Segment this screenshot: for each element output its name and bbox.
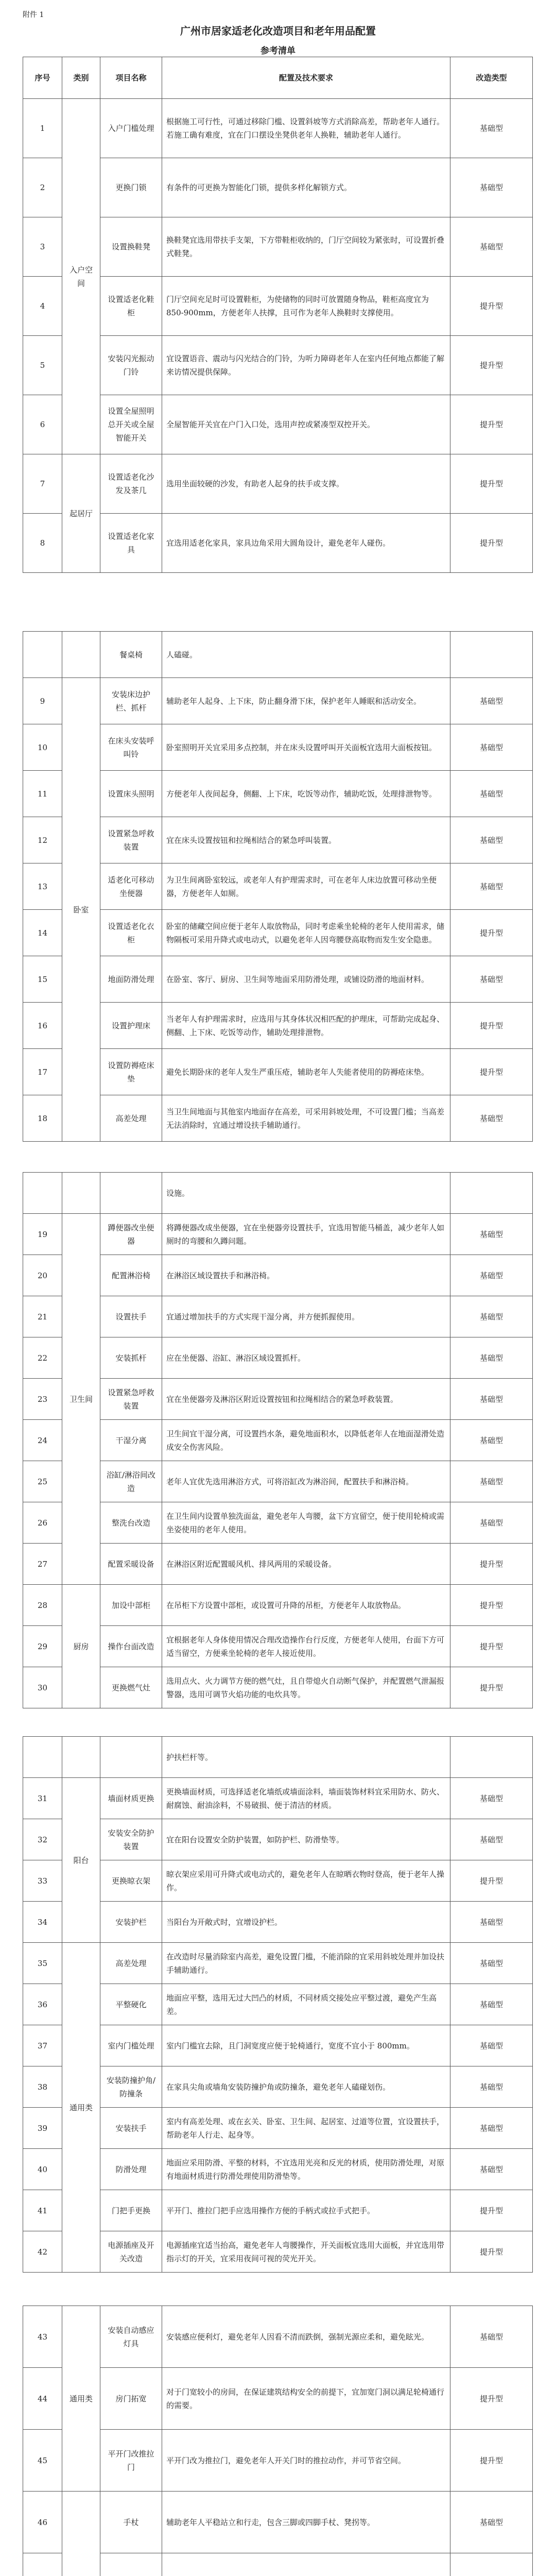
item-spec: 选用坐面较硬的沙发，有助老人起身的扶手或支撑。	[162, 454, 450, 514]
category-cell: 阳台	[62, 1778, 100, 1943]
item-spec: 有条件的可更换为智能化门锁，提供多样化解锁方式。	[162, 158, 450, 217]
item-spec: 室内有高差处理、或在玄关、卧室、卫生间、起居室、过道等位置，宜设置扶手，帮助老年人行走、起身等。	[162, 2108, 450, 2149]
item-spec: 卧室照明开关宜采用多点控制，并在床头设置呼叫开关面板宜选用大面板按钮。	[162, 724, 450, 771]
table-row	[23, 1214, 533, 1255]
item-type: 基础型	[450, 1379, 533, 1420]
item-name: 安装自动感应灯具	[100, 2306, 162, 2368]
item-type: 基础型	[450, 1337, 533, 1379]
row-number: 8	[23, 514, 62, 573]
item-name: 墙面材质更换	[100, 1778, 162, 1819]
item-type: 提升型	[450, 2430, 533, 2492]
item-name: 更换晾衣架	[100, 1860, 162, 1902]
item-name: 平开门改推拉门	[100, 2430, 162, 2492]
item-name: 加设中部柜	[100, 1585, 162, 1626]
row-number: 39	[23, 2108, 62, 2149]
item-type: 基础型	[450, 2108, 533, 2149]
item-name: 设置适老化家具	[100, 514, 162, 573]
checklist-table	[23, 2306, 533, 2576]
item-type: 提升型	[450, 336, 533, 395]
item-type: 基础型	[450, 1461, 533, 1502]
item-name: 门把手更换	[100, 2190, 162, 2231]
item-type: 基础型	[450, 217, 533, 277]
item-name: 安装抓杆	[100, 1337, 162, 1379]
item-type: 提升型	[450, 395, 533, 454]
row-number: 25	[23, 1461, 62, 1502]
row-number: 14	[23, 910, 62, 956]
item-name: 配置采暖设备	[100, 1544, 162, 1585]
item-type	[450, 1737, 533, 1778]
row-number: 30	[23, 1667, 62, 1708]
item-spec: 宜通过增加扶手的方式实现干湿分离，并方便抓握使用。	[162, 1296, 450, 1337]
document-subtitle: 参考清单	[260, 46, 296, 56]
item-spec: 宜在坐便器旁及淋浴区附近设置按钮和拉绳相结合的紧急呼救装置。	[162, 1379, 450, 1420]
row-number: 21	[23, 1296, 62, 1337]
item-spec: 在改造时尽量消除室内高差，避免设置门槛，不能消除的宜采用斜坡处理并加设扶手辅助通行。	[162, 1943, 450, 1984]
item-name: 更换门锁	[100, 158, 162, 217]
table-row	[23, 1943, 533, 1984]
row-number: 38	[23, 2066, 62, 2108]
column-header: 改造类型	[450, 57, 533, 99]
item-type	[450, 2553, 533, 2576]
item-type: 基础型	[450, 1095, 533, 1142]
item-type: 基础型	[450, 2066, 533, 2108]
attachment-label: 附件 1	[23, 11, 44, 19]
item-type: 基础型	[450, 2306, 533, 2368]
table-header-row	[23, 57, 533, 99]
item-name: 安装护栏	[100, 1902, 162, 1943]
item-type: 基础型	[450, 1255, 533, 1296]
item-type: 基础型	[450, 1214, 533, 1255]
item-type: 提升型	[450, 1667, 533, 1708]
item-name: 蹲便器改坐便器	[100, 1214, 162, 1255]
row-number: 20	[23, 1255, 62, 1296]
item-spec: 宜根据老年人身体使用情况合理改造操作台行反度，方便老年人使用，台面下方可适当留空，方便乘坐轮椅的老年人接近使用。	[162, 1626, 450, 1667]
item-spec: 全屋智能开关宜在户门入口处，选用声控或紧凑型双控开关。	[162, 395, 450, 454]
document-title: 广州市居家适老化改造项目和老年用品配置	[180, 25, 376, 37]
item-spec: 平开门、推拉门把手应选用操作方便的手柄式或拉手式把手。	[162, 2190, 450, 2231]
row-number: 46	[23, 2492, 62, 2553]
checklist-table	[23, 57, 533, 573]
item-spec: 卧室的储藏空间应便于老年人取放物品，同时考虑乘坐轮椅的老年人使用需求，储物隔板可采用升降式或电动式，以避免老年人因弯腰登高取物而发生安全隐患。	[162, 910, 450, 956]
item-name: 设置紧急呼救装置	[100, 1379, 162, 1420]
table-row	[23, 1585, 533, 1626]
category-cell	[62, 2492, 100, 2576]
item-name: 整洗台改造	[100, 1502, 162, 1544]
column-header: 配置及技术要求	[162, 57, 450, 99]
item-name: 设置适老化衣柜	[100, 910, 162, 956]
item-type: 基础型	[450, 1819, 533, 1860]
row-number: 18	[23, 1095, 62, 1142]
item-spec: 更换墙面材质，可选择适老化墙纸或墙面涂料，墙面装饰材料宜采用防水、防火、耐腐蚀、耐油涂料，不易破损、便于清洁的材质。	[162, 1778, 450, 1819]
item-type: 基础型	[450, 1296, 533, 1337]
item-name	[100, 1737, 162, 1778]
item-type: 基础型	[450, 817, 533, 863]
item-spec: 方便老年人夜间起身，侧翻、上下床，吃饭等动作，辅助吃饭，处理排泄物等。	[162, 771, 450, 817]
category-cell	[62, 1737, 100, 1778]
category-cell: 卫生间	[62, 1214, 100, 1585]
item-type: 提升型	[450, 277, 533, 336]
item-name: 设置适老化鞋柜	[100, 277, 162, 336]
row-number: 26	[23, 1502, 62, 1544]
item-name: 高差处理	[100, 1095, 162, 1142]
item-type: 提升型	[450, 1626, 533, 1667]
item-type: 基础型	[450, 863, 533, 910]
item-spec: 门厅空间充足时可设置鞋柜，为使储物的同时可放置随身物品，鞋柜高度宜为 850-900mm，方便老年人扶撑，且可作为老年人换鞋时支撑使用。	[162, 277, 450, 336]
item-name: 安装防撞护角/防撞条	[100, 2066, 162, 2108]
category-cell: 入户空间	[62, 99, 100, 454]
item-name	[100, 1173, 162, 1214]
row-number: 29	[23, 1626, 62, 1667]
row-number: 44	[23, 2368, 62, 2430]
item-type: 基础型	[450, 2492, 533, 2553]
item-spec: 室内门槛宜去除，且门洞宽度应便于轮椅通行，宽度不宜小于 800mm。	[162, 2025, 450, 2066]
item-type: 基础型	[450, 99, 533, 158]
row-number: 4	[23, 277, 62, 336]
row-number: 33	[23, 1860, 62, 1902]
category-cell: 通用类	[62, 1943, 100, 2273]
category-cell	[62, 632, 100, 678]
item-spec: 护扶栏杆等。	[162, 1737, 450, 1778]
item-name: 地面防滑处理	[100, 956, 162, 1003]
row-number: 42	[23, 2231, 62, 2273]
item-name: 设置扶手	[100, 1296, 162, 1337]
checklist-table	[23, 631, 533, 1142]
item-spec: 为卫生间离卧室较远，或老年人有护理需求时，可在老年人床边放置可移动坐便器，方便老年人如厕。	[162, 863, 450, 910]
row-number: 11	[23, 771, 62, 817]
item-type: 基础型	[450, 724, 533, 771]
item-type: 提升型	[450, 2231, 533, 2273]
item-name: 电源插座及开关改造	[100, 2231, 162, 2273]
item-name: 设置换鞋凳	[100, 217, 162, 277]
table-row	[23, 454, 533, 514]
item-spec: 宜在床头设置按钮和拉绳相结合的紧急呼叫装置。	[162, 817, 450, 863]
category-cell: 厨房	[62, 1585, 100, 1708]
item-type: 提升型	[450, 514, 533, 573]
item-spec: 宜设置语音、震动与闪光结合的门铃，为听力障碍老年人在室内任何地点都能了解来访情况提供保障。	[162, 336, 450, 395]
table-row	[23, 2492, 533, 2553]
item-name: 操作台面改造	[100, 1626, 162, 1667]
item-name: 室内门槛处理	[100, 2025, 162, 2066]
row-number: 3	[23, 217, 62, 277]
item-type: 提升型	[450, 1860, 533, 1902]
category-cell: 卧室	[62, 678, 100, 1142]
row-number: 31	[23, 1778, 62, 1819]
item-spec: 当老年人有护理需求时，应选用与其身体状况相匹配的护理床，可帮助完成起身、侧翻、上下床、吃饭等动作，辅助处理排泄物。	[162, 1003, 450, 1049]
item-spec: 平开门改为推拉门，避免老年人开关门时的推拉动作，并可节省空间。	[162, 2430, 450, 2492]
item-name: 安装闪光振动门铃	[100, 336, 162, 395]
item-type: 基础型	[450, 956, 533, 1003]
category-cell: 起居厅	[62, 454, 100, 573]
item-spec: 地面应采用防滑、平整的材料，不宜选用光亮和反光的材质，使用防滑处理，对原有地面材质进行防滑处理使用防滑垫等。	[162, 2149, 450, 2190]
item-spec: 避免长期卧床的老年人发生严重压疮，辅助老年人失能者使用的防褥疮床垫。	[162, 1049, 450, 1095]
row-number: 37	[23, 2025, 62, 2066]
item-spec: 辅助老年人起身、上下床，防止翻身滑下床，保护老年人睡眠和活动安全。	[162, 678, 450, 724]
item-type: 提升型	[450, 1049, 533, 1095]
item-type: 基础型	[450, 771, 533, 817]
item-name: 设置全屋照明总开关或全屋智能开关	[100, 395, 162, 454]
item-spec: 在淋浴区域设置扶手和淋浴椅。	[162, 1255, 450, 1296]
item-spec: 当卫生间地面与其他室内地面存在高差，可采用斜坡处理，不可设置门槛；当高差无法消除时，宜通过增设扶手辅助通行。	[162, 1095, 450, 1142]
item-name: 安装床边护栏、抓杆	[100, 678, 162, 724]
checklist-table	[23, 1172, 533, 1708]
item-name: 浴缸/淋浴间改造	[100, 1461, 162, 1502]
item-type: 基础型	[450, 1943, 533, 1984]
item-name: 安装扶手	[100, 2108, 162, 2149]
item-name: 干湿分离	[100, 1420, 162, 1461]
item-spec: 当阳台为开敞式时，宜增设护栏。	[162, 1902, 450, 1943]
row-number: 35	[23, 1943, 62, 1984]
item-name	[100, 2553, 162, 2576]
item-name: 配置淋浴椅	[100, 1255, 162, 1296]
row-number	[23, 1173, 62, 1214]
table-row	[23, 1778, 533, 1819]
row-number: 13	[23, 863, 62, 910]
item-name: 设置护理床	[100, 1003, 162, 1049]
item-spec: 辅助老年人平稳站立和行走，包含三脚或四脚手杖、凳拐等。	[162, 2492, 450, 2553]
row-number: 41	[23, 2190, 62, 2231]
table-row	[23, 2306, 533, 2368]
item-name: 手杖	[100, 2492, 162, 2553]
item-type: 提升型	[450, 1544, 533, 1585]
table-row	[23, 632, 533, 678]
table-row	[23, 1173, 533, 1214]
item-name: 房门拓宽	[100, 2368, 162, 2430]
row-number	[23, 1737, 62, 1778]
item-spec: 卫生间宜干湿分离，可设置挡水条，避免地面积水，以降低老年人在地面湿滑处造成安全伤害风险。	[162, 1420, 450, 1461]
item-name: 防滑处理	[100, 2149, 162, 2190]
item-spec: 宜选用适老化家具，家具边角采用大圆角设计，避免老年人碰伤。	[162, 514, 450, 573]
item-type: 基础型	[450, 1902, 533, 1943]
column-header: 序号	[23, 57, 62, 99]
row-number: 36	[23, 1984, 62, 2025]
item-spec: 电源插座宜适当抬高，避免老年人弯腰操作，开关面板宜选用大面板，并宜选用带指示灯的开关，宜采用夜间可视的荧光开关。	[162, 2231, 450, 2273]
row-number: 7	[23, 454, 62, 514]
table-row	[23, 1737, 533, 1778]
item-spec	[162, 2553, 450, 2576]
table-row	[23, 678, 533, 724]
category-cell	[62, 1173, 100, 1214]
row-number: 17	[23, 1049, 62, 1095]
row-number: 34	[23, 1902, 62, 1943]
row-number: 1	[23, 99, 62, 158]
item-name: 设置床头照明	[100, 771, 162, 817]
item-spec: 在卫生间内设置单独洗面盆，避免老年人弯腰，盆下方宜留空，便于使用轮椅或需坐姿使用的老年人使用。	[162, 1502, 450, 1544]
row-number: 9	[23, 678, 62, 724]
row-number: 15	[23, 956, 62, 1003]
row-number: 5	[23, 336, 62, 395]
row-number: 12	[23, 817, 62, 863]
item-type: 基础型	[450, 1502, 533, 1544]
row-number: 10	[23, 724, 62, 771]
item-spec: 设施。	[162, 1173, 450, 1214]
item-spec: 老年人宜优先选用淋浴方式，可将浴缸改为淋浴间，配置扶手和淋浴椅。	[162, 1461, 450, 1502]
item-type: 提升型	[450, 2368, 533, 2430]
item-type: 基础型	[450, 1420, 533, 1461]
row-number: 27	[23, 1544, 62, 1585]
item-name: 安装安全防护装置	[100, 1819, 162, 1860]
item-type: 基础型	[450, 2025, 533, 2066]
row-number: 23	[23, 1379, 62, 1420]
item-spec: 晾衣架应采用可升降式或电动式的，避免老年人在晾晒衣物时登高，便于老年人操作。	[162, 1860, 450, 1902]
item-spec: 换鞋凳宜选用带扶手支架，下方带鞋柜收纳的，门厅空间较为紧张时，可设置折叠式鞋凳。	[162, 217, 450, 277]
item-spec: 在吊柜下方设置中部柜，或设置可升降的吊柜，方便老年人取放物品。	[162, 1585, 450, 1626]
item-name: 在床头安装呼叫铃	[100, 724, 162, 771]
item-name: 适老化可移动坐便器	[100, 863, 162, 910]
item-spec: 在家具尖角或墙角安装防撞护角或防撞条，避免老年人磕碰划伤。	[162, 2066, 450, 2108]
item-name: 平整硬化	[100, 1984, 162, 2025]
item-name: 设置适老化沙发及茶几	[100, 454, 162, 514]
item-type: 基础型	[450, 158, 533, 217]
row-number: 43	[23, 2306, 62, 2368]
row-number: 40	[23, 2149, 62, 2190]
category-cell: 通用类	[62, 2306, 100, 2492]
item-spec: 安装感应便利灯，避免老年人因看不清而跌倒，强制光源应柔和，避免眩光。	[162, 2306, 450, 2368]
item-type: 提升型	[450, 910, 533, 956]
row-number: 24	[23, 1420, 62, 1461]
item-spec: 在淋浴区附近配置暖风机、排风两用的采暖设备。	[162, 1544, 450, 1585]
item-name: 入户门槛处理	[100, 99, 162, 158]
checklist-table	[23, 1736, 533, 2273]
item-type	[450, 632, 533, 678]
row-number: 16	[23, 1003, 62, 1049]
item-spec: 应在坐便器、浴缸、淋浴区域设置抓杆。	[162, 1337, 450, 1379]
item-name: 更换燃气灶	[100, 1667, 162, 1708]
item-type: 提升型	[450, 2190, 533, 2231]
item-type: 提升型	[450, 1003, 533, 1049]
row-number: 45	[23, 2430, 62, 2492]
item-type: 基础型	[450, 678, 533, 724]
item-type: 基础型	[450, 2149, 533, 2190]
column-header: 类别	[62, 57, 100, 99]
row-number: 32	[23, 1819, 62, 1860]
item-type: 提升型	[450, 1585, 533, 1626]
column-header: 项目名称	[100, 57, 162, 99]
row-number: 28	[23, 1585, 62, 1626]
row-number	[23, 632, 62, 678]
item-spec: 宜在阳台设置安全防护装置，如防护栏、防滑垫等。	[162, 1819, 450, 1860]
row-number: 6	[23, 395, 62, 454]
row-number: 22	[23, 1337, 62, 1379]
item-type: 基础型	[450, 1778, 533, 1819]
table-row	[23, 99, 533, 158]
item-type: 提升型	[450, 454, 533, 514]
item-spec: 地面应平整，选用无过大凹凸的材质，不同材质交接处应平整过渡，避免产生高差。	[162, 1984, 450, 2025]
row-number	[23, 2553, 62, 2576]
row-number: 19	[23, 1214, 62, 1255]
item-name: 设置防褥疮床垫	[100, 1049, 162, 1095]
item-name: 餐桌椅	[100, 632, 162, 678]
item-name: 设置紧急呼救装置	[100, 817, 162, 863]
row-number: 2	[23, 158, 62, 217]
item-type	[450, 1173, 533, 1214]
item-spec: 人磕碰。	[162, 632, 450, 678]
item-spec: 根据施工可行性，可通过移除门槛、设置斜坡等方式消除高差，帮助老年人通行。若施工确有难度，宜在门口摆设坐凳供老年人换鞋，辅助老年人通行。	[162, 99, 450, 158]
item-type: 基础型	[450, 1984, 533, 2025]
item-spec: 选用点火、火力调节方便的燃气灶，且自带熄火自动断气保护，并配置燃气泄漏报警器，选用可调节火焰功能的电炊具等。	[162, 1667, 450, 1708]
item-name: 高差处理	[100, 1943, 162, 1984]
item-spec: 将蹲便器改成坐便器，宜在坐便器旁设置扶手，宜选用智能马桶盖，减少老年人如厕时的弯腰和久蹲问题。	[162, 1214, 450, 1255]
item-spec: 对于门宽较小的房间，在保证建筑结构安全的前提下，宜加宽门洞以满足轮椅通行的需要。	[162, 2368, 450, 2430]
item-spec: 在卧室、客厅、厨房、卫生间等地面采用防滑处理，或铺设防滑的地面材料。	[162, 956, 450, 1003]
